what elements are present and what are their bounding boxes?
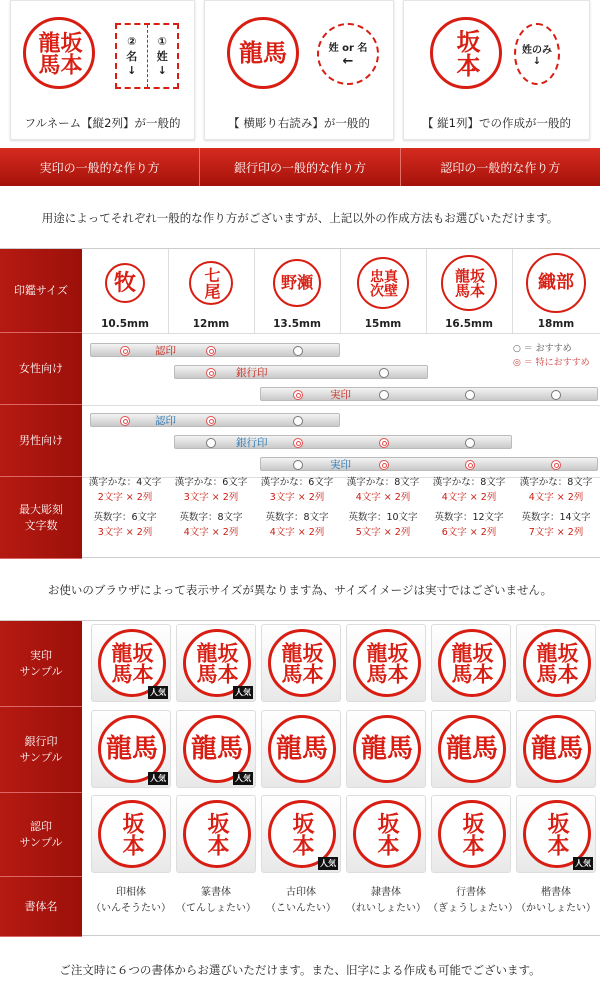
kanji-count: 漢字かな：8文字 <box>432 477 506 488</box>
mark-highly-recommend <box>120 346 130 356</box>
sample-tile-jitsuin <box>176 624 256 702</box>
seal-sample: 坂本 <box>183 800 251 868</box>
seal-sample: 龍馬 <box>183 715 251 783</box>
mark-highly-recommend <box>293 390 303 400</box>
bar-label: 実印 <box>330 459 351 471</box>
size-cell <box>426 249 512 333</box>
legend-highly-recommend: ◎ ＝ 特におすすめ <box>513 358 590 368</box>
alnum-layout: 6文字 × 2列 <box>441 527 497 539</box>
mark-recommend <box>379 368 389 378</box>
mark-recommend <box>293 346 303 356</box>
guide-box <box>115 23 179 89</box>
mark-highly-recommend <box>465 460 475 470</box>
mark-recommend <box>206 438 216 448</box>
font-name: 楷書体 <box>541 887 571 898</box>
alnum-count: 英数字：12文字 <box>434 512 504 524</box>
card-caption: 【 縦1列】での作成が一般的 <box>422 116 571 130</box>
browser-note: お使いのブラウザによって表示サイズが異なります為、サイズイメージは実寸ではございません。 <box>47 583 553 597</box>
divider <box>82 405 600 406</box>
footer-note: ご注文時に６つの書体からお選びいただけます。また、旧字による作成も可能でございます。 <box>59 963 541 977</box>
mark-recommend <box>465 438 475 448</box>
guide-given-name: ② 名 ↓ <box>117 25 148 87</box>
tab-jitsuin[interactable]: 実印の一般的な作り方 <box>0 148 200 186</box>
kanji-count: 漢字かな：6文字 <box>260 477 334 488</box>
alnum-count: 英数字：8文字 <box>265 512 329 524</box>
size-cell <box>254 249 340 333</box>
row-label-max-chars: 最大彫刻 文字数 <box>0 477 82 559</box>
size-label: 10.5mm <box>101 318 149 330</box>
seal-sample: 龍馬 <box>353 715 421 783</box>
divider <box>82 333 600 334</box>
max-chars-cell <box>340 476 426 556</box>
card-fullname <box>10 0 195 140</box>
kanji-layout: 4文字 × 2列 <box>441 491 497 503</box>
seal-sample: 龍馬 <box>268 715 336 783</box>
font-name: 篆書体 <box>201 887 231 898</box>
font-reading: （こいんたい） <box>266 903 336 914</box>
card-horizontal <box>204 0 394 140</box>
mark-highly-recommend <box>206 368 216 378</box>
row-label-size: 印鑑サイズ <box>0 249 82 333</box>
row-label-mitomein-sample: 認印 サンプル <box>0 793 82 877</box>
seal-sample: 龍馬 <box>523 715 591 783</box>
kanji-layout: 3文字 × 2列 <box>183 491 239 503</box>
bar-women-jitsuin <box>260 387 598 401</box>
font-name-cell <box>343 885 429 917</box>
alnum-count: 英数字：10文字 <box>348 512 418 524</box>
alnum-layout: 7文字 × 2列 <box>528 527 584 539</box>
seal-sample: 龍馬 <box>227 17 299 89</box>
size-label: 13.5mm <box>273 318 321 330</box>
sample-tile-jitsuin <box>346 624 426 702</box>
bar-men-jitsuin <box>260 457 598 471</box>
alnum-layout: 3文字 × 2列 <box>97 527 153 539</box>
sample-tile-ginko <box>91 710 171 788</box>
card-vertical <box>403 0 590 140</box>
seal-sample: 坂本 龍馬 <box>268 629 336 697</box>
sample-tile-mitome <box>516 795 596 873</box>
font-name-cell <box>88 885 174 917</box>
font-name-cell <box>513 885 599 917</box>
font-reading: （ぎょうしょたい） <box>428 903 518 914</box>
font-reading: （れいしょたい） <box>346 903 426 914</box>
alnum-count: 英数字：6文字 <box>93 512 157 524</box>
seal-sample: 野瀬 <box>273 259 321 307</box>
usage-tabs <box>0 148 600 186</box>
bar-label: 実印 <box>330 389 351 401</box>
popular-badge: 人気 <box>235 688 251 697</box>
bar-label: 認印 <box>155 345 176 357</box>
font-name-cell <box>428 885 518 917</box>
seal-sample: 龍馬 <box>98 715 166 783</box>
size-cell <box>168 249 254 333</box>
sample-tile-mitome <box>261 795 341 873</box>
seal-sample: 牧 <box>105 263 145 303</box>
seal-sample: 七尾 <box>189 261 233 305</box>
mark-recommend <box>379 390 389 400</box>
font-reading: （いんそうたい） <box>91 903 171 914</box>
seal-sample: 織部 <box>526 253 586 313</box>
font-name-cell <box>258 885 344 917</box>
alnum-layout: 5文字 × 2列 <box>355 527 411 539</box>
max-chars-cell <box>82 476 168 556</box>
max-chars-cell <box>426 476 512 556</box>
row-label-men: 男性向け <box>0 405 82 477</box>
size-cell <box>340 249 426 333</box>
bar-label: 銀行印 <box>236 367 268 379</box>
seal-sample: 坂本 <box>353 800 421 868</box>
kanji-layout: 4文字 × 2列 <box>355 491 411 503</box>
tab-ginkoin[interactable]: 銀行印の一般的な作り方 <box>200 148 400 186</box>
seal-sample: 坂本 <box>98 800 166 868</box>
guide-circle: 姓のみ ↓ <box>514 23 560 85</box>
seal-sample: 坂本 <box>268 800 336 868</box>
popular-badge: 人気 <box>150 688 166 697</box>
mark-highly-recommend <box>551 460 561 470</box>
size-label: 15mm <box>364 318 402 330</box>
card-caption: 【 横彫り右読み】が一般的 <box>228 116 370 130</box>
sample-tile-jitsuin <box>91 624 171 702</box>
font-name: 行書体 <box>456 887 486 898</box>
sample-tile-jitsuin <box>261 624 341 702</box>
row-label-font-name: 書体名 <box>0 877 82 937</box>
seal-sample: 坂本 龍馬 <box>23 17 95 89</box>
mark-highly-recommend <box>206 346 216 356</box>
tab-mitomein[interactable]: 認印の一般的な作り方 <box>440 160 561 175</box>
max-chars-cell <box>254 476 340 556</box>
kanji-layout: 2文字 × 2列 <box>97 491 153 503</box>
seal-sample: 坂本 龍馬 <box>353 629 421 697</box>
mark-recommend <box>293 460 303 470</box>
kanji-count: 漢字かな：4文字 <box>88 477 162 488</box>
intro-text: 用途によってそれぞれ一般的な作り方がございますが、上記以外の作成方法もお選びいただけます。 <box>41 211 559 225</box>
font-name: 古印体 <box>286 887 316 898</box>
font-reading: （てんしょたい） <box>176 903 256 914</box>
max-chars-cell <box>168 476 254 556</box>
guide-circle <box>317 23 379 85</box>
sample-tile-mitome <box>431 795 511 873</box>
mark-recommend <box>551 390 561 400</box>
font-name: 印相体 <box>116 887 146 898</box>
kanji-layout: 3文字 × 2列 <box>269 491 325 503</box>
alnum-layout: 4文字 × 2列 <box>269 527 325 539</box>
kanji-count: 漢字かな：8文字 <box>346 477 420 488</box>
font-name: 隷書体 <box>371 887 401 898</box>
seal-sample: 坂本 <box>523 800 591 868</box>
bar-men-ginkoin <box>174 435 512 449</box>
bar-label: 認印 <box>155 415 176 427</box>
row-label-ginkoin-sample: 銀行印 サンプル <box>0 707 82 793</box>
mark-highly-recommend <box>379 460 389 470</box>
sample-tile-jitsuin <box>431 624 511 702</box>
alnum-count: 英数字：14文字 <box>521 512 591 524</box>
seal-sample: 坂本 龍馬 <box>98 629 166 697</box>
sample-tile-ginko <box>346 710 426 788</box>
guide-surname: ① 姓 ↓ <box>156 35 168 77</box>
size-cell <box>82 249 168 333</box>
popular-badge: 人気 <box>235 774 251 783</box>
seal-sample: 真壁 忠次 <box>357 257 409 309</box>
font-reading: （かいしょたい） <box>516 903 596 914</box>
kanji-layout: 4文字 × 2列 <box>528 491 584 503</box>
row-label-women: 女性向け <box>0 333 82 405</box>
sample-tile-ginko <box>261 710 341 788</box>
seal-sample: 坂本 <box>438 800 506 868</box>
alnum-count: 英数字：8文字 <box>179 512 243 524</box>
kanji-count: 漢字かな：6文字 <box>174 477 248 488</box>
seal-sample: 坂本 龍馬 <box>441 255 497 311</box>
sample-tile-ginko <box>431 710 511 788</box>
size-label: 16.5mm <box>445 318 493 330</box>
popular-badge: 人気 <box>150 774 166 783</box>
legend-recommend: ○ ＝ おすすめ <box>513 344 572 354</box>
bar-label: 銀行印 <box>236 437 268 449</box>
alnum-layout: 4文字 × 2列 <box>183 527 239 539</box>
sample-tile-ginko <box>176 710 256 788</box>
sample-tile-mitome <box>346 795 426 873</box>
popular-badge: 人気 <box>320 859 336 868</box>
max-chars-cell <box>512 476 600 556</box>
mark-highly-recommend <box>293 438 303 448</box>
sample-tile-mitome <box>91 795 171 873</box>
row-label-jitsuin-sample: 実印 サンプル <box>0 621 82 707</box>
sample-tile-mitome <box>176 795 256 873</box>
popular-badge: 人気 <box>575 859 591 868</box>
seal-sample: 龍馬 <box>438 715 506 783</box>
seal-sample: 坂本 龍馬 <box>438 629 506 697</box>
seal-sample: 坂本 龍馬 <box>523 629 591 697</box>
font-name-cell <box>173 885 259 917</box>
seal-sample: 坂本 龍馬 <box>183 629 251 697</box>
mark-highly-recommend <box>206 416 216 426</box>
size-label: 18mm <box>537 318 575 330</box>
mark-highly-recommend <box>120 416 130 426</box>
kanji-count: 漢字かな：8文字 <box>519 477 593 488</box>
mark-recommend <box>293 416 303 426</box>
size-label: 12mm <box>192 318 230 330</box>
guide-label: 姓 or 名 <box>328 43 368 54</box>
mark-recommend <box>465 390 475 400</box>
size-cell <box>512 249 600 333</box>
sample-tile-ginko <box>516 710 596 788</box>
sample-tile-jitsuin <box>516 624 596 702</box>
card-caption: フルネーム【縦2列】が一般的 <box>24 116 181 130</box>
arrow-left-icon: ← <box>342 54 354 69</box>
mark-highly-recommend <box>379 438 389 448</box>
seal-sample: 坂本 <box>430 17 502 89</box>
